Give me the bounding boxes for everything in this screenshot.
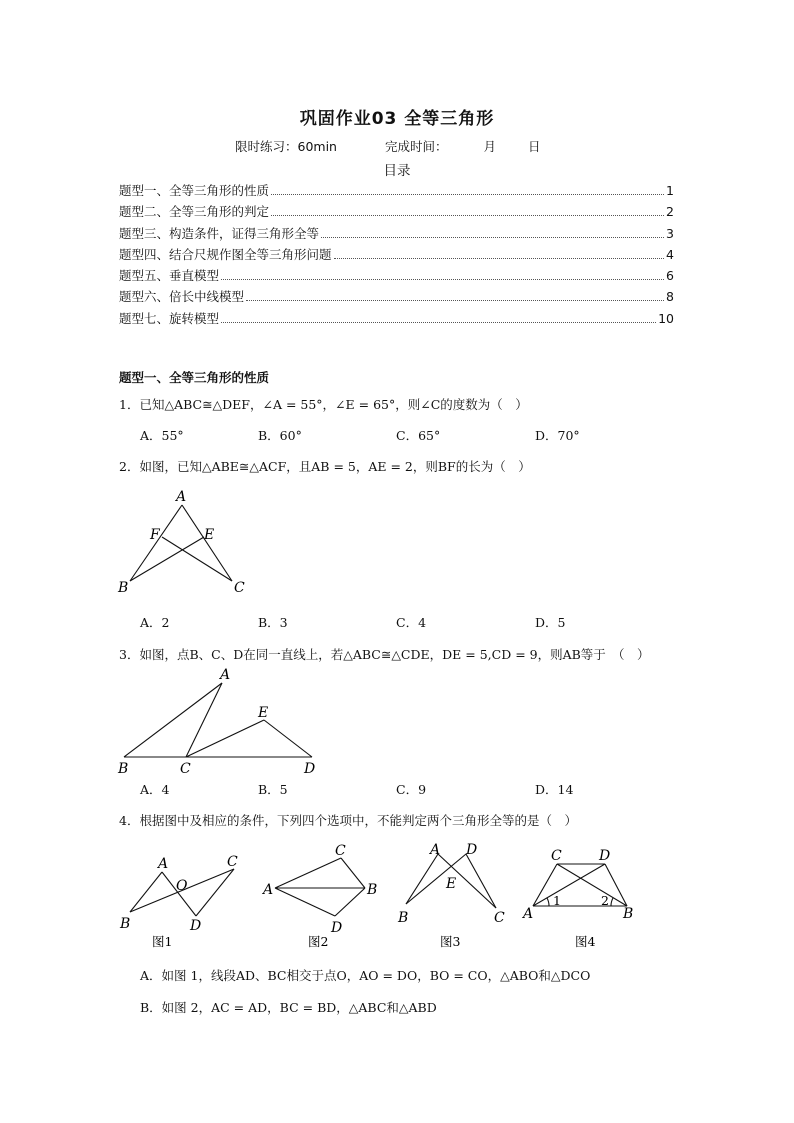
segment-ab [124,683,222,757]
option-b[interactable]: B．5 [258,782,288,797]
label-b: B [118,580,129,596]
toc-item[interactable] [119,181,674,202]
option-d[interactable]: D．70° [535,428,580,443]
toc-item-page: 10 [658,310,674,326]
time-limit: 限时练习：60min [235,139,337,154]
label-a: A [220,667,231,683]
angle-1-arc [547,898,549,906]
toc-item-label: 题型二、全等三角形的判定 [119,204,270,220]
toc-heading: 目录 [383,163,411,179]
segment-be [130,537,204,581]
toc-leader [221,322,656,323]
toc-leader [221,279,664,280]
toc-item[interactable] [119,266,674,287]
toc-leader [334,258,665,259]
option-d[interactable]: D．5 [535,615,566,630]
segment-ac [186,683,222,757]
question-4-option-b[interactable]: B．如图 2，AC = AD，BC = BD，△ABC和△ABD [140,1000,437,1015]
label-b: B [118,761,129,777]
label-c: C [180,761,191,777]
option-a[interactable]: A．55° [140,428,184,443]
segment-ce [186,720,264,757]
label-d: D [331,920,343,936]
label-c: C [234,580,245,596]
toc-leader [321,237,664,238]
label-e: E [446,876,457,892]
label-c: C [494,910,505,926]
option-c[interactable]: C．9 [396,782,427,797]
toc-item-page: 3 [666,225,674,241]
angle-2-label: 2 [601,893,609,908]
question-4-option-a[interactable]: A．如图 1，线段AD、BC相交于点O，AO = DO，BO = CO，△ABO和△DCO [140,968,591,983]
label-e: E [204,527,215,543]
segment-ab [130,505,182,581]
label-c: C [335,843,346,859]
month-label: 月 [483,139,496,154]
toc-item[interactable] [119,224,674,245]
question-4-figure-2 [255,842,390,952]
segment-ac [275,858,341,888]
toc-item-label: 题型四、结合尺规作图全等三角形问题 [119,246,332,262]
day-label: 日 [527,139,541,154]
toc-item[interactable] [119,245,674,266]
option-d[interactable]: D．14 [535,782,574,797]
option-a[interactable]: A．4 [140,782,170,797]
option-b[interactable]: B．60° [258,428,302,443]
segment-ab [406,854,438,904]
label-e: E [258,705,269,721]
question-4-figure-4 [517,842,647,952]
toc-item-label: 题型五、垂直模型 [119,268,220,284]
segment-db [335,888,365,916]
angle-1-label: 1 [553,893,561,908]
segment-db [406,854,466,904]
segment-cf [162,537,232,581]
page-title: 巩固作业03 全等三角形 [299,109,495,129]
question-3-text: 3．如图，点B、C、D在同一直线上，若△ABC≅△CDE，DE = 5,CD = 9，则AB等于 （ ） [119,647,650,662]
toc-leader [271,215,664,216]
label-d: D [466,842,478,858]
label-a: A [158,856,169,872]
question-2-text: 2．如图，已知△ABE≅△ACF，且AB = 5，AE = 2，则BF的长为（ ） [119,459,531,474]
toc-item-label: 题型一、全等三角形的性质 [119,183,270,198]
question-4-text: 4．根据图中及相应的条件，下列四个选项中，不能判定两个三角形全等的是（ ） [119,813,577,828]
segment-cd [196,869,234,916]
option-c[interactable]: C．65° [396,428,441,443]
figure-2-caption: 图2 [308,934,329,949]
segment-ad [533,864,605,906]
table-of-contents [119,181,674,330]
toc-item-page: 2 [666,204,674,220]
figure-3-caption: 图3 [440,934,461,949]
label-c: C [551,848,562,864]
toc-item-page: 8 [666,289,674,305]
time-info [235,137,550,155]
segment-ab [130,872,162,912]
toc-item-page: 6 [666,268,674,284]
label-a: A [263,882,274,898]
angle-2-arc [611,898,613,906]
label-b: B [367,882,378,898]
figure-1-caption: 图1 [152,934,173,949]
label-b: B [623,906,634,922]
segment-ac [182,505,232,581]
option-b[interactable]: B．3 [258,615,288,630]
toc-item-label: 题型六、倍长中线模型 [119,289,245,305]
segment-cb [341,858,365,888]
question-2-figure [112,485,262,600]
label-a: A [523,906,534,922]
question-4-figure-1 [112,842,247,952]
option-a[interactable]: A．2 [140,615,170,630]
option-c[interactable]: C．4 [396,615,427,630]
toc-leader [271,194,664,195]
label-d: D [190,918,202,934]
toc-item[interactable] [119,309,674,330]
toc-item-label: 题型三、构造条件，证得三角形全等 [119,225,320,241]
label-a: A [430,842,441,858]
segment-ad [275,888,335,916]
label-b: B [398,910,409,926]
question-4-figure-3 [392,838,517,952]
toc-item-label: 题型七、旋转模型 [119,310,220,326]
question-1-text: 1．已知△ABC≅△DEF，∠A = 55°，∠E = 65°，则∠C的度数为（ ） [119,397,528,412]
finish-time-label: 完成时间： [384,139,448,154]
question-3-figure [112,665,327,777]
toc-item[interactable] [119,202,674,223]
section-title: 题型一、全等三角形的性质 [119,370,270,385]
toc-item-page: 4 [666,246,674,262]
figure-4-caption: 图4 [575,934,596,949]
label-d: D [599,848,611,864]
label-a: A [176,489,187,505]
label-d: D [304,761,316,777]
segment-ed [264,720,312,757]
toc-leader [246,300,664,301]
label-f: F [150,527,160,543]
toc-item-page: 1 [666,183,674,198]
label-o: O [176,878,188,894]
label-b: B [120,916,131,932]
segment-dc [466,854,496,908]
label-c: C [227,854,238,870]
toc-item[interactable] [119,287,674,308]
